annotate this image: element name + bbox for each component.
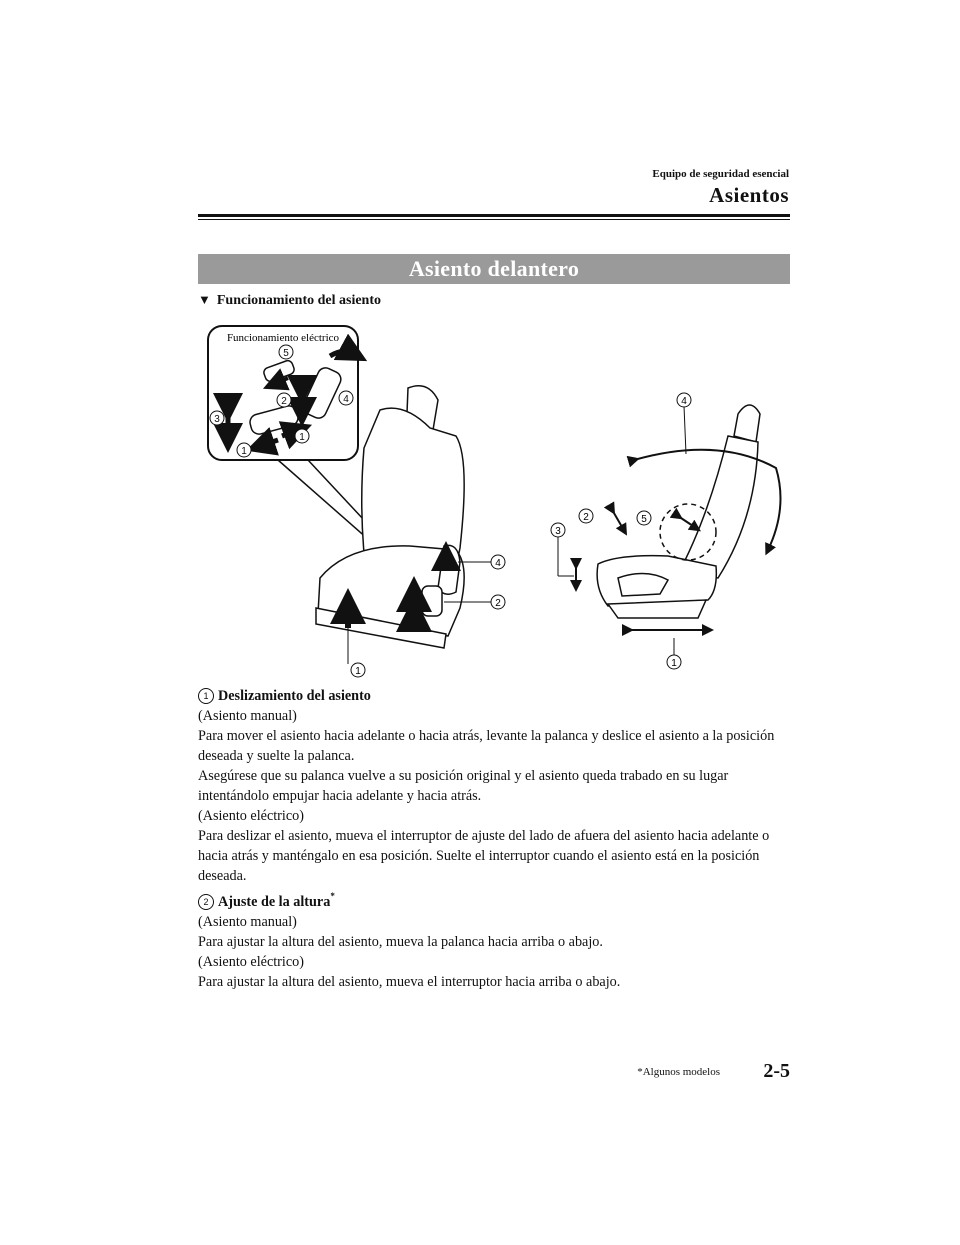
- power-switch-inset: [208, 326, 358, 460]
- item-2-number: 2: [198, 894, 214, 910]
- item-1-heading: [198, 686, 792, 706]
- callout-4: 4: [343, 394, 349, 405]
- item-1-number: 1: [198, 688, 214, 704]
- item-2-paragraph: (Asiento manual): [198, 914, 297, 930]
- callout-1-left: 1: [355, 666, 361, 677]
- callout-4-left: 4: [495, 558, 501, 569]
- footnote: *Algunos modelos: [637, 1066, 720, 1078]
- item-2-heading: [198, 886, 792, 912]
- section-banner: Asiento delantero: [198, 254, 790, 284]
- header-rule: [198, 214, 790, 217]
- item-1-paragraph: (Asiento manual): [198, 708, 297, 724]
- callout-5: 5: [283, 348, 289, 359]
- subheading-text: Funcionamiento del asiento: [216, 293, 381, 308]
- subheading: [198, 292, 381, 309]
- triangle-bullet-icon: ▼: [198, 292, 211, 307]
- callout-5-right: 5: [641, 514, 647, 525]
- item-1-paragraph: Para deslizar el asiento, mueva el interruptor de ajuste del lado de afuera del asiento hacia adelante o hacia atrás y manténgalo en esa posición. Suelte el interruptor cuando el asiento está en la posición deseada.: [198, 828, 770, 884]
- item-1-paragraph: Para mover el asiento hacia adelante o hacia atrás, levante la palanca y deslice el asiento a la posición deseada y suelte la palanca.: [198, 728, 775, 764]
- item-1-heading-text: Deslizamiento del asiento: [218, 688, 371, 704]
- front-seat-side-view: [597, 405, 760, 618]
- callout-1-right: 1: [671, 658, 677, 669]
- item-1-paragraph: (Asiento eléctrico): [198, 808, 304, 824]
- item-2-paragraph: Para ajustar la altura del asiento, mueva el interruptor hacia arriba o abajo.: [198, 974, 621, 990]
- header-rule-thin: [198, 219, 790, 220]
- item-2-paragraph: Para ajustar la altura del asiento, mueva la palanca hacia arriba o abajo.: [198, 934, 603, 950]
- callout-1: 1: [299, 432, 305, 443]
- callout-3: 3: [214, 414, 220, 425]
- callout-2: 2: [281, 396, 287, 407]
- callout-4-right: 4: [681, 396, 687, 407]
- page-number: 2-5: [763, 1060, 790, 1082]
- callout-3-right: 3: [555, 526, 561, 537]
- item-1-paragraph: Asegúrese que su palanca vuelve a su posición original y el asiento queda trabado en su lugar intentándolo empujar hacia adelante y hacia atrás.: [198, 768, 729, 804]
- seat-illustration: [198, 318, 790, 682]
- running-chapter-title: Asientos: [709, 183, 789, 207]
- callout-1b: 1: [241, 446, 247, 457]
- callout-2-right: 2: [583, 512, 589, 523]
- item-2-heading-text: Ajuste de la altura: [218, 894, 331, 910]
- body-text: [198, 686, 792, 992]
- inset-label: Funcionamiento eléctrico: [226, 332, 340, 344]
- item-2-paragraph: (Asiento eléctrico): [198, 954, 304, 970]
- running-section-title: Equipo de seguridad esencial: [652, 168, 789, 180]
- callout-2-left: 2: [495, 598, 501, 609]
- footnote-marker: *: [330, 891, 335, 901]
